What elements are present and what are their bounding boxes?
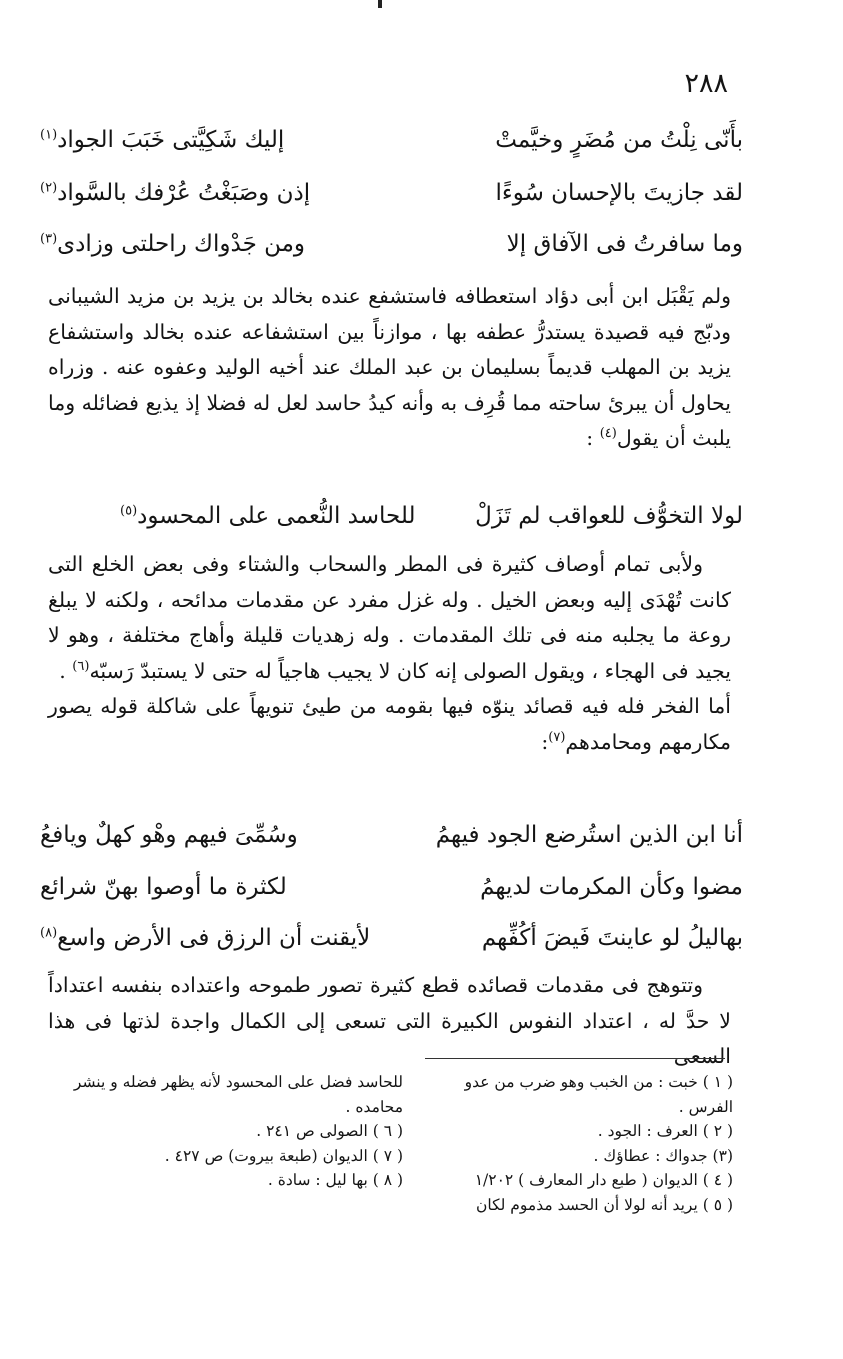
paragraph-text — [48, 547, 731, 689]
footnote-marker: (٦) — [72, 658, 90, 674]
footnote: ( ٧ ) الديوان (طبعة بيروت) ص ٤٢٧ . — [164, 1146, 403, 1165]
verse-second-hemistich — [40, 925, 370, 951]
footnote: ( ٥ ) يريد أنه لولا أن الحسد مذموم لكان — [475, 1195, 733, 1214]
verse-second-text: إذن وصَبَغْتُ عُرْفك بالسَّواد — [57, 180, 311, 206]
verse-line — [40, 231, 743, 257]
verse-first-hemistich: لقد جازيتَ بالإحسان سُوءًا — [495, 180, 743, 206]
verse-second-text: لأيقنت أن الرزق فى الأرض واسع — [57, 925, 371, 951]
footnote: ( ٢ ) العرف : الجود . — [597, 1122, 733, 1140]
verse-first-hemistich: بهاليلُ لو عاينتَ فَيضَ أكُفِّهم — [481, 925, 743, 951]
verse-first-hemistich: بأَنّى نِلْتُ من مُضَرٍ وخيَّمتْ — [495, 127, 743, 153]
verse-second-text: ومن جَدْواك راحلتى وزادى — [57, 231, 306, 257]
verse-second-hemistich — [120, 503, 416, 529]
verse-line — [40, 127, 743, 153]
verse-line — [40, 180, 743, 206]
verse-second-hemistich — [40, 822, 298, 848]
footnote-divider — [425, 1058, 725, 1059]
verse-first-hemistich: لولا التخوُّف للعواقب لم تَزَلْ — [475, 503, 743, 529]
footnote: ( ٨ ) بها ليل : سادة . — [267, 1171, 403, 1189]
footnote-marker: (٤) — [599, 426, 617, 442]
paragraph-text — [48, 689, 731, 760]
verse-first-hemistich: وما سافرتُ فى الآفاق إلا — [506, 231, 743, 257]
paragraph — [48, 547, 731, 760]
paragraph-text — [48, 279, 731, 457]
punctuation: . — [59, 658, 66, 683]
verse-line — [40, 925, 743, 951]
verse-second-hemistich — [40, 127, 284, 153]
footnote-marker: (٣) — [40, 231, 58, 247]
paragraph — [48, 279, 731, 457]
footnotes-left-column — [33, 1070, 403, 1193]
footnote: ( ٦ ) الصولى ص ٢٤١ . — [256, 1122, 403, 1140]
verse-first-hemistich: أنا ابن الذين استُرضع الجود فيهمُ — [435, 822, 743, 848]
footnote: ( ١ ) خبت : من الخبب وهو ضرب من عدو الفرس . — [464, 1073, 733, 1116]
page-number: ٢٨٨ — [684, 68, 728, 99]
footnote-marker: (٢) — [40, 180, 58, 196]
footnote: ( ٤ ) الديوان ( طبع دار المعارف ) ١/٢٠٢ — [474, 1171, 733, 1189]
paragraph-body: ولم يَقْبَل ابن أبى دؤاد استعطافه فاستشفع عنده بخالد بن يزيد بن مزيد الشيبانى ودبّج فيه قصيدة يستدرُّ عطفه بها ، موازناً بين استشفاعه عنده بخالد واستشفاع يزيد بن المهلب قديماً بسليمان بن عبد الملك عند أخيه الوليد وعفوه عنه . وزراه يحاول أن يبرئ ساحته مما قُرِف به وأنه كيدُ حاسد لعل له فضلا إذ يذيع فضائله وما يلبث أن يقول — [48, 284, 731, 450]
verse-second-hemistich — [40, 231, 305, 257]
paragraph-body: أما الفخر فله فيه قصائد ينوّه فيها بقومه من طيئ تنويهاً على شاكلة قوله يصور مكارمهم ومحامدهم — [48, 694, 731, 754]
verse-second-text: إليك شَكِيَّتى خَبَبَ الجواد — [57, 127, 285, 153]
footnote: للحاسد فضل على المحسود لأنه يظهر فضله و ينشر محامده . — [73, 1073, 403, 1116]
top-edge-mark — [378, 0, 382, 8]
paragraph-text: وتتوهج فى مقدمات قصائده قطع كثيرة تصور طموحه واعتداده بنفسه اعتداداً لا حدَّ له ، اعتداد النفوس الكبيرة التى تسعى إلى الكمال واجدة لذتها فى هذا السعى — [48, 973, 731, 1068]
verse-line — [40, 822, 743, 848]
punctuation: : — [541, 729, 549, 754]
verse-second-text: لكثرة ما أوصوا بهنّ شرائع — [40, 874, 287, 900]
punctuation: : — [586, 426, 594, 450]
verse-line — [120, 503, 743, 529]
footnote-marker: (٥) — [120, 503, 138, 519]
footnote-marker: (٧) — [548, 729, 566, 745]
verse-second-hemistich — [40, 874, 287, 900]
verse-second-hemistich — [40, 180, 310, 206]
footnote: (٣) جدواك : عطاؤك . — [593, 1146, 733, 1165]
verse-second-text: للحاسد النُّعمى على المحسود — [137, 503, 416, 529]
paragraph-body: ولأبى تمام أوصاف كثيرة فى المطر والسحاب والشتاء وفى بعض الخلع التى كانت تُهْدَى إليه وبعض الخيل . وله غزل مفرد عن مقدمات مدائحه ، ولكنه لا يبلغ روعة ما يجلبه منه فى تلك المقدمات . وله زهديات قليلة وأهاج مختلفة ، وهو لا يجيد فى الهجاء ، ويقول الصولى إنه كان لا يجيب هاجياً له حتى لا يستبدّ رَسبّه — [48, 552, 731, 683]
verse-line — [40, 874, 743, 900]
footnotes-right-column — [433, 1070, 733, 1217]
verse-second-text: وسُمِّىَ فيهم وهْو كهلٌ ويافعُ — [40, 822, 298, 848]
verse-first-hemistich: مضوا وكأن المكرمات لديهمُ — [480, 874, 743, 900]
footnote-marker: (١) — [40, 127, 58, 143]
footnote-marker: (٨) — [40, 925, 58, 941]
